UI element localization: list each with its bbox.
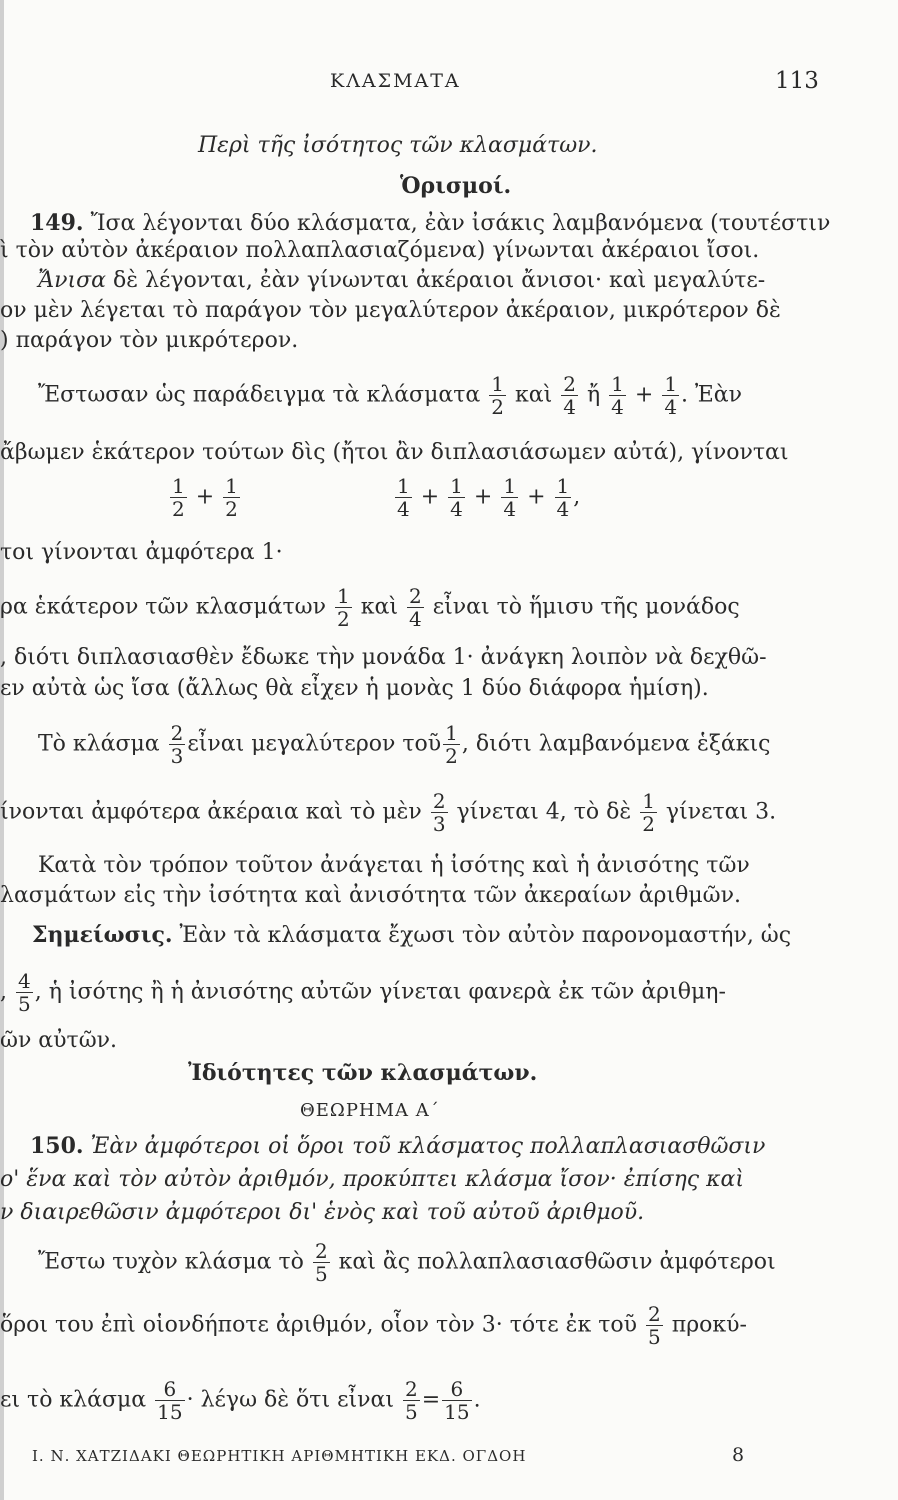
example-line-3: τοι γίνονται ἀμφότερα 1· xyxy=(0,540,283,565)
fraction-1-4: $\frac{1}{4}$ xyxy=(556,474,570,521)
page-number: 113 xyxy=(775,68,819,94)
plus-sign: + xyxy=(195,484,215,510)
theorem-label: ΘΕΩΡΗΜΑ Α΄ xyxy=(300,1100,440,1121)
running-title: ΚΛΑΣΜΑΤΑ xyxy=(330,70,461,92)
equals-sign: = xyxy=(421,1387,441,1413)
section-title: Περὶ τῆς ἰσότητος τῶν κλασμάτων. xyxy=(198,133,598,158)
note-line-3: ῶν αὐτῶν. xyxy=(0,1028,118,1053)
text: καὶ xyxy=(360,594,398,620)
example-line-2: ἄβωμεν ἑκάτερον τούτων δὶς (ἤτοι ἂν διπλασιάσωμεν αὐτά), γίνονται xyxy=(0,440,789,465)
sum-halves xyxy=(168,475,242,520)
paragraph-number: 150. xyxy=(30,1133,84,1159)
page-edge xyxy=(0,0,4,1500)
paragraph-149-line-1 xyxy=(30,210,830,237)
example-line-9: Κατὰ τὸν τρόπον τοῦτον ἀνάγεται ἡ ἰσότης καὶ ἡ ἀνισότης τῶν xyxy=(38,853,750,878)
definitions-heading: Ὁρισμοί. xyxy=(400,173,512,199)
comma: , xyxy=(573,484,581,510)
text: , xyxy=(0,979,7,1005)
paragraph-number: 149. xyxy=(30,210,84,236)
fraction-1-4: $\frac{1}{4}$ xyxy=(450,474,463,521)
fraction-2-3: $\frac{2}{3}$ xyxy=(170,721,184,768)
example-line-6: εν αὐτὰ ὡς ἴσα (ἄλλως θὰ εἶχεν ἡ μονὰς 1 δύο διάφορα ἡμίση). xyxy=(0,676,709,701)
example-line-5: , διότι διπλασιασθὲν ἔδωκε τὴν μονάδα 1· ἀνάγκη λοιπὸν νὰ δεχθῶ- xyxy=(0,645,767,670)
text: γίνεται 4, τὸ δὲ xyxy=(456,799,632,825)
paragraph-149-line-3 xyxy=(38,268,765,294)
text: Ἐὰν ἀμφότεροι οἱ ὅροι τοῦ κλάσματος πολλαπλασιασθῶσιν xyxy=(90,1134,766,1159)
fraction-1-2: $\frac{1}{2}$ xyxy=(225,474,238,521)
note-line-2 xyxy=(0,970,726,1015)
note-line-1 xyxy=(32,922,791,949)
text: Ἐὰν τὰ κλάσματα ἔχωσι τὸν αὐτὸν παρονομαστήν, ὡς xyxy=(172,923,792,948)
text: Ἔστω τυχὸν κλάσμα τὸ xyxy=(38,1249,304,1275)
fraction-1-2: $\frac{1}{2}$ xyxy=(172,474,185,521)
text: · λέγω δὲ ὅτι εἶναι xyxy=(186,1387,394,1413)
paragraph-150-line-6 xyxy=(0,1378,481,1423)
paragraph-150-line-4 xyxy=(38,1240,776,1285)
term-anisa: Ἄνισα xyxy=(38,268,107,293)
text: γίνεται 3. xyxy=(665,799,777,825)
text: , διότι λαμβανόμενα ἑξάκις xyxy=(461,731,771,757)
fraction-1-4: $\frac{1}{4}$ xyxy=(664,372,678,419)
example-line-10: λασμάτων εἰς τὴν ἰσότητα καὶ ἀνισότητα τῶν ἀκεραίων ἀριθμῶν. xyxy=(0,883,741,908)
text: Ἴσα λέγονται δύο κλάσματα, ἐὰν ἰσάκις λαμβανόμενα (τουτέστιν xyxy=(90,211,831,236)
plus-sign: + xyxy=(527,484,546,510)
fraction-6-15: $\frac{6}{15}$ xyxy=(157,1377,183,1424)
text: δὲ λέγονται, ἐὰν γίνωνται ἀκέραιοι ἄνισοι· καὶ μεγαλύτε- xyxy=(106,268,766,293)
paragraph-150-line-2: ο' ἕνα καὶ τὸν αὐτὸν ἀριθμόν, προκύπτει κλάσμα ἴσον· ἐπίσης καὶ xyxy=(0,1167,745,1192)
fraction-1-2: $\frac{1}{2}$ xyxy=(642,789,655,836)
fraction-1-2: $\frac{1}{2}$ xyxy=(491,372,504,419)
text: ρα ἑκάτερον τῶν κλασμάτων xyxy=(0,594,326,620)
fraction-2-4: $\frac{2}{4}$ xyxy=(563,372,576,419)
fraction-1-4: $\frac{1}{4}$ xyxy=(611,372,624,419)
text: Ἔστωσαν ὡς παράδειγμα τὰ κλάσματα xyxy=(38,382,481,408)
text: , ἡ ἰσότης ἢ ἡ ἀνισότης αὐτῶν γίνεται φανερὰ ἐκ τῶν ἀριθμη- xyxy=(34,979,726,1005)
fraction-2-5: $\frac{2}{5}$ xyxy=(404,1377,418,1424)
fraction-2-5: $\frac{2}{5}$ xyxy=(314,1239,328,1286)
example-line-8 xyxy=(0,790,776,835)
text: προκύ- xyxy=(671,1312,747,1338)
paragraph-150-line-5 xyxy=(0,1303,747,1348)
text: εἶναι μεγαλύτερον τοῦ xyxy=(187,731,442,757)
text: ει τὸ κλάσμα xyxy=(0,1387,147,1413)
text: εἶναι τὸ ἥμισυ τῆς μονάδος xyxy=(432,594,740,620)
fraction-1-4: $\frac{1}{4}$ xyxy=(503,474,517,521)
text: καὶ xyxy=(514,382,553,408)
example-line-7 xyxy=(38,722,771,767)
fraction-1-2: $\frac{1}{2}$ xyxy=(445,721,458,768)
fraction-2-3: $\frac{2}{3}$ xyxy=(432,789,446,836)
sum-quarters xyxy=(393,475,580,520)
text: . Ἐὰν xyxy=(681,382,743,408)
fraction-2-5: $\frac{2}{5}$ xyxy=(648,1302,661,1349)
example-line-4 xyxy=(0,585,740,630)
example-line-1 xyxy=(38,373,742,418)
plus-sign: + xyxy=(420,484,440,510)
paragraph-149-line-5: ) παράγον τὸν μικρότερον. xyxy=(0,328,299,353)
plus-sign: + xyxy=(473,484,493,510)
text: Τὸ κλάσμα xyxy=(38,731,160,757)
properties-heading: Ἰδιότητες τῶν κλασμάτων. xyxy=(188,1060,538,1086)
fraction-4-5: $\frac{4}{5}$ xyxy=(18,969,31,1016)
text: ίνονται ἀμφότερα ἀκέραια καὶ τὸ μὲν xyxy=(0,799,422,825)
signature-number: 8 xyxy=(732,1444,746,1466)
text: καὶ ἂς πολλαπλασιασθῶσιν ἀμφότεροι xyxy=(338,1249,776,1275)
paragraph-149-line-2: ὶ τὸν αὐτὸν ἀκέραιον πολλαπλασιαζόμενα) γίνωνται ἀκέραιοι ἴσοι. xyxy=(0,238,760,263)
fraction-2-4: $\frac{2}{4}$ xyxy=(408,584,422,631)
text: ὅροι του ἐπὶ οἱονδήποτε ἀριθμόν, οἷον τὸν 3· τότε ἐκ τοῦ xyxy=(0,1312,638,1338)
fraction-1-4: $\frac{1}{4}$ xyxy=(397,474,410,521)
fraction-6-15: $\frac{6}{15}$ xyxy=(444,1377,470,1424)
paragraph-150-line-1 xyxy=(30,1133,765,1160)
footer-title: Ι. Ν. ΧΑΤΖΙΔΑΚΙ ΘΕΩΡΗΤΙΚΗ ΑΡΙΘΜΗΤΙΚΗ ΕΚΔ. ΟΓΔΟΗ xyxy=(32,1447,527,1465)
paragraph-149-line-4: ον μὲν λέγεται τὸ παράγον τὸν μεγαλύτερον ἀκέραιον, μικρότερον δὲ xyxy=(0,298,781,323)
period: . xyxy=(473,1387,481,1413)
note-label: Σημείωσις. xyxy=(32,922,173,948)
text: ἤ xyxy=(586,382,601,408)
paragraph-150-line-3: ν διαιρεθῶσιν ἀμφότεροι δι' ἑνὸς καὶ τοῦ αὐτοῦ ἀριθμοῦ. xyxy=(0,1200,645,1225)
plus-sign: + xyxy=(634,382,654,408)
fraction-1-2: $\frac{1}{2}$ xyxy=(337,584,350,631)
